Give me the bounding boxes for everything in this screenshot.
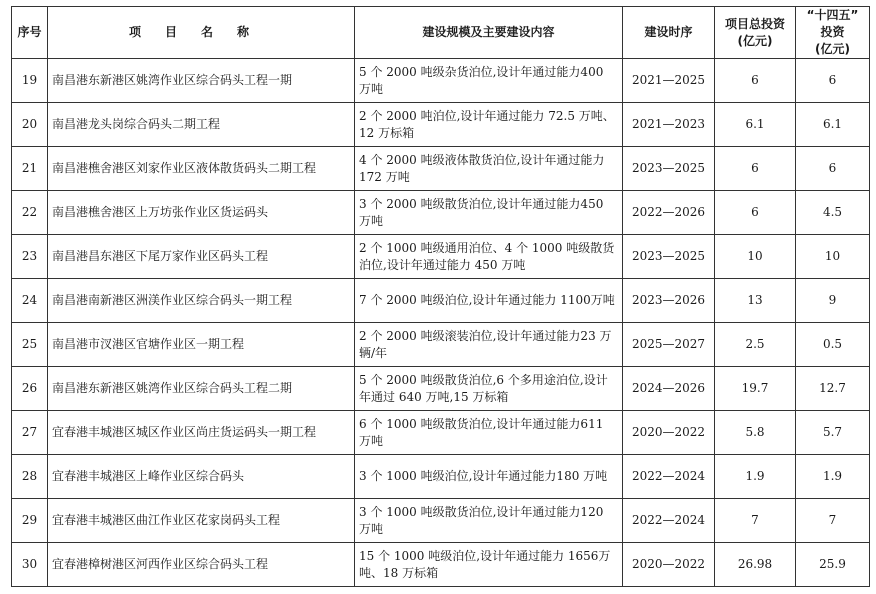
table-row [12, 191, 870, 235]
project-name-cell: 宜春港丰城港区曲江作业区花家岗码头工程 [48, 499, 355, 543]
total-investment-cell: 6 [715, 147, 796, 191]
header-plan-investment [796, 7, 870, 59]
project-name-cell: 宜春港丰城港区上峰作业区综合码头 [48, 455, 355, 499]
total-investment-cell: 6 [715, 191, 796, 235]
row-number-cell: 19 [12, 59, 48, 103]
row-number-cell: 29 [12, 499, 48, 543]
project-name-cell: 宜春港丰城港区城区作业区尚庄货运码头一期工程 [48, 411, 355, 455]
header-plan-line1: “十四五” [806, 8, 859, 22]
header-name: 项目名称 [48, 7, 355, 59]
plan-investment-cell: 12.7 [796, 367, 870, 411]
project-name-cell: 南昌港南新港区洲渼作业区综合码头一期工程 [48, 279, 355, 323]
project-schedule-cell: 2024—2026 [623, 367, 715, 411]
row-number-cell: 30 [12, 543, 48, 587]
project-schedule-cell: 2022—2026 [623, 191, 715, 235]
project-scope-cell: 4 个 2000 吨级液体散货泊位,设计年通过能力 172 万吨 [355, 147, 623, 191]
table-row [12, 59, 870, 103]
header-scope: 建设规模及主要建设内容 [355, 7, 623, 59]
project-name-cell: 南昌港樵舍港区刘家作业区液体散货码头二期工程 [48, 147, 355, 191]
project-scope-cell: 2 个 2000 吨级滚装泊位,设计年通过能力23 万辆/年 [355, 323, 623, 367]
project-scope-cell: 2 个 1000 吨级通用泊位、4 个 1000 吨级散货泊位,设计年通过能力 450 万吨 [355, 235, 623, 279]
row-number-cell: 23 [12, 235, 48, 279]
project-schedule-cell: 2020—2022 [623, 543, 715, 587]
table-row [12, 235, 870, 279]
row-number-cell: 27 [12, 411, 48, 455]
project-scope-cell: 3 个 1000 吨级泊位,设计年通过能力180 万吨 [355, 455, 623, 499]
header-total-investment [715, 7, 796, 59]
project-schedule-cell: 2021—2025 [623, 59, 715, 103]
projects-table [11, 6, 870, 587]
project-name-cell: 南昌港樵舍港区上万坊张作业区货运码头 [48, 191, 355, 235]
plan-investment-cell: 9 [796, 279, 870, 323]
table-row [12, 103, 870, 147]
total-investment-cell: 19.7 [715, 367, 796, 411]
header-no: 序号 [12, 7, 48, 59]
total-investment-cell: 6 [715, 59, 796, 103]
table-row [12, 279, 870, 323]
row-number-cell: 20 [12, 103, 48, 147]
plan-investment-cell: 1.9 [796, 455, 870, 499]
project-schedule-cell: 2023—2026 [623, 279, 715, 323]
table-row [12, 323, 870, 367]
header-total-line1: 项目总投资 [724, 16, 785, 31]
table-row [12, 147, 870, 191]
row-number-cell: 21 [12, 147, 48, 191]
table-row [12, 543, 870, 587]
project-schedule-cell: 2023—2025 [623, 147, 715, 191]
table-row [12, 499, 870, 543]
project-schedule-cell: 2025—2027 [623, 323, 715, 367]
row-number-cell: 26 [12, 367, 48, 411]
plan-investment-cell: 6 [796, 147, 870, 191]
project-scope-cell: 2 个 2000 吨泊位,设计年通过能力 72.5 万吨、12 万标箱 [355, 103, 623, 147]
header-total-line2: (亿元) [737, 33, 773, 48]
plan-investment-cell: 7 [796, 499, 870, 543]
total-investment-cell: 6.1 [715, 103, 796, 147]
row-number-cell: 24 [12, 279, 48, 323]
project-name-cell: 南昌港市汊港区官塘作业区一期工程 [48, 323, 355, 367]
plan-investment-cell: 6 [796, 59, 870, 103]
table-row [12, 367, 870, 411]
project-scope-cell: 6 个 1000 吨级散货泊位,设计年通过能力611 万吨 [355, 411, 623, 455]
table-row [12, 411, 870, 455]
project-name-cell: 南昌港东新港区姚湾作业区综合码头工程一期 [48, 59, 355, 103]
total-investment-cell: 10 [715, 235, 796, 279]
header-plan-line2: 投资 [820, 25, 845, 39]
project-scope-cell: 15 个 1000 吨级泊位,设计年通过能力 1656万吨、18 万标箱 [355, 543, 623, 587]
project-schedule-cell: 2022—2024 [623, 499, 715, 543]
total-investment-cell: 7 [715, 499, 796, 543]
project-scope-cell: 5 个 2000 吨级杂货泊位,设计年通过能力400 万吨 [355, 59, 623, 103]
project-scope-cell: 5 个 2000 吨级散货泊位,6 个多用途泊位,设计年通过 640 万吨,15 万标箱 [355, 367, 623, 411]
project-scope-cell: 7 个 2000 吨级泊位,设计年通过能力 1100万吨 [355, 279, 623, 323]
plan-investment-cell: 5.7 [796, 411, 870, 455]
project-scope-cell: 3 个 1000 吨级散货泊位,设计年通过能力120 万吨 [355, 499, 623, 543]
plan-investment-cell: 0.5 [796, 323, 870, 367]
plan-investment-cell: 6.1 [796, 103, 870, 147]
total-investment-cell: 5.8 [715, 411, 796, 455]
project-name-cell: 南昌港龙头岗综合码头二期工程 [48, 103, 355, 147]
project-name-cell: 南昌港东新港区姚湾作业区综合码头工程二期 [48, 367, 355, 411]
plan-investment-cell: 10 [796, 235, 870, 279]
project-schedule-cell: 2022—2024 [623, 455, 715, 499]
total-investment-cell: 26.98 [715, 543, 796, 587]
total-investment-cell: 13 [715, 279, 796, 323]
row-number-cell: 22 [12, 191, 48, 235]
row-number-cell: 25 [12, 323, 48, 367]
row-number-cell: 28 [12, 455, 48, 499]
header-time: 建设时序 [623, 7, 715, 59]
project-name-cell: 宜春港樟树港区河西作业区综合码头工程 [48, 543, 355, 587]
project-name-cell: 南昌港昌东港区下尾万家作业区码头工程 [48, 235, 355, 279]
plan-investment-cell: 25.9 [796, 543, 870, 587]
total-investment-cell: 1.9 [715, 455, 796, 499]
project-schedule-cell: 2023—2025 [623, 235, 715, 279]
total-investment-cell: 2.5 [715, 323, 796, 367]
project-schedule-cell: 2021—2023 [623, 103, 715, 147]
project-schedule-cell: 2020—2022 [623, 411, 715, 455]
plan-investment-cell: 4.5 [796, 191, 870, 235]
header-plan-line3: (亿元) [815, 42, 850, 56]
table-header-row [12, 7, 870, 59]
project-scope-cell: 3 个 2000 吨级散货泊位,设计年通过能力450 万吨 [355, 191, 623, 235]
table-body [12, 59, 870, 587]
table-row [12, 455, 870, 499]
